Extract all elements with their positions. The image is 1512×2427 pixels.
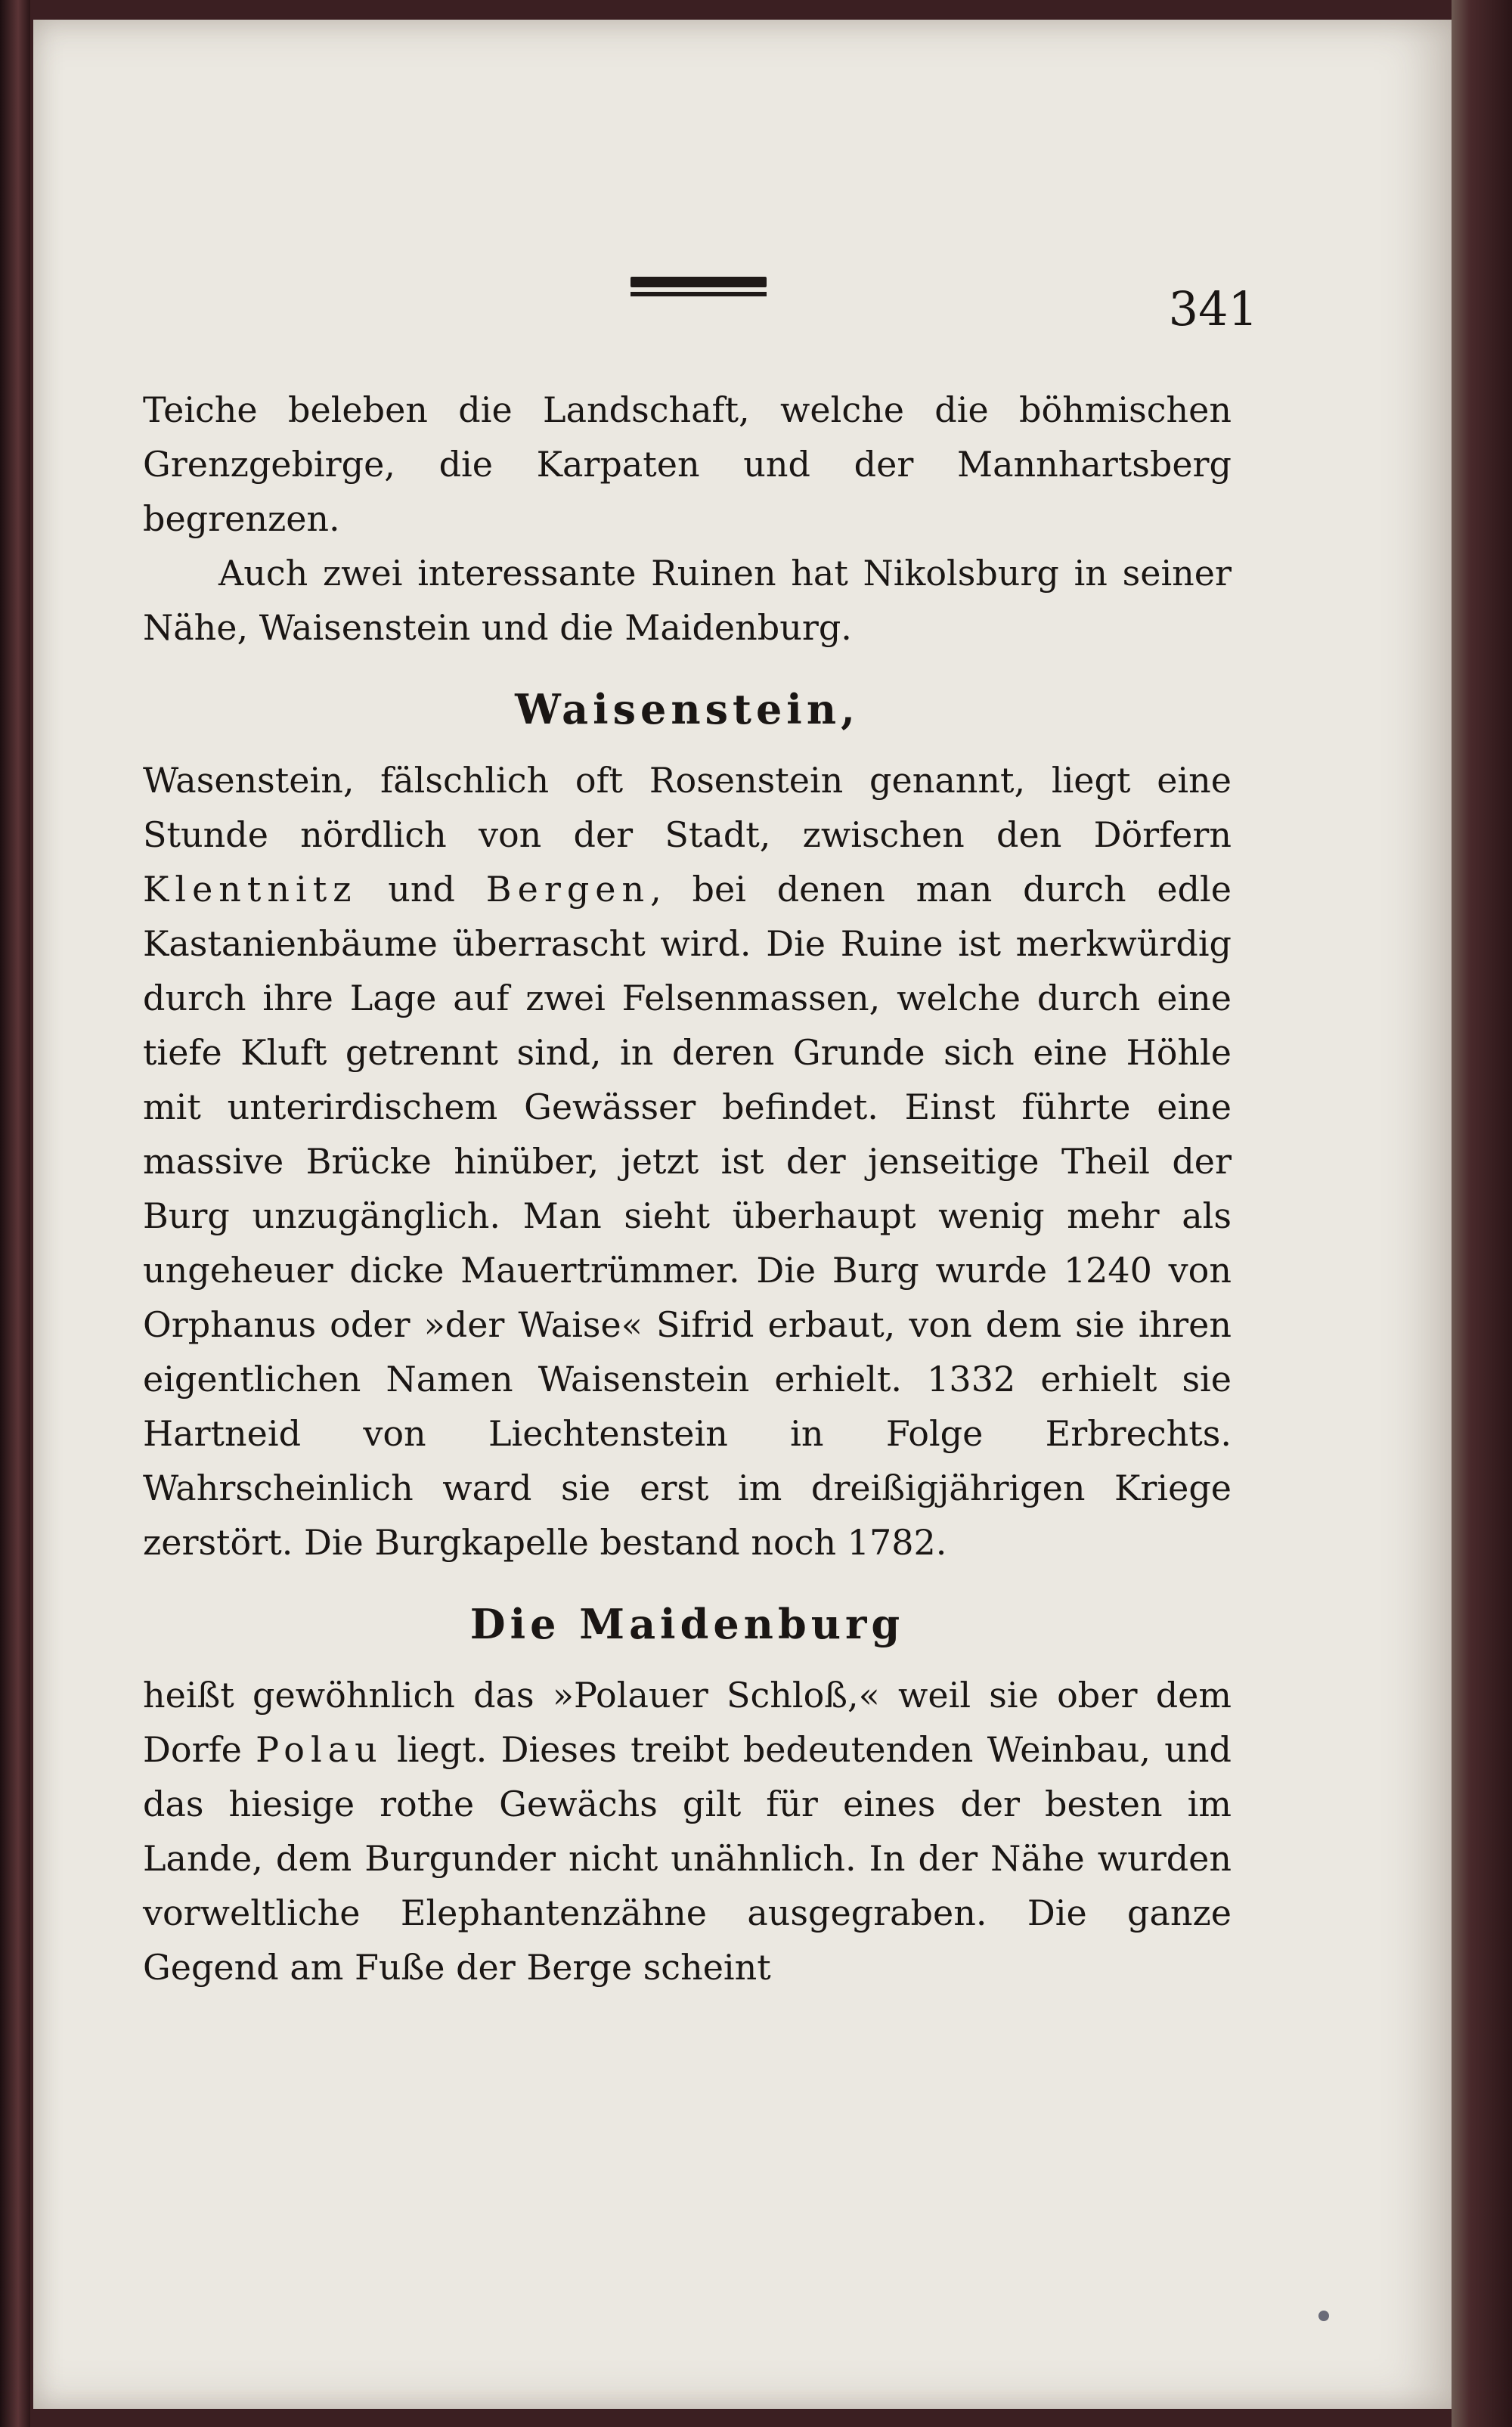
paragraph-text: heißt gewöhnlich das »Polauer Schloß,« weil sie ober dem Dorfe [143,1675,1232,1770]
section-paragraph-waisenstein [143,753,1232,1570]
place-name-klentnitz: Klentnitz [143,869,358,910]
book-edge-right [1452,0,1512,2427]
paragraph-text: Wasenstein, fälschlich oft Rosenstein genannt, liegt eine Stunde nördlich von der Stadt, zwischen den Dörfern [143,760,1232,855]
section-heading-waisenstein: Waisenstein, [515,685,860,733]
paragraph-text: , bei denen man durch edle Kastanienbäume überrascht wird. Die Ruine ist merkwürdig durch ihre Lage auf zwei Felsenmassen, welche durch eine tiefe Kluft getrennt sind, in deren Grunde sich eine Höhle mit unterirdischem Gewässer befindet. Einst führte eine massive Brücke hinüber, jetzt ist der jenseitige Theil der Burg unzugänglich. Man sieht überhaupt wenig mehr als ungeheuer dicke Mauertrümmer. Die Burg wurde 1240 von Orphanus oder »der Waise« Sifrid erbaut, von dem sie ihren eigentlichen Namen Waisenstein erhielt. 1332 erhielt sie Hartneid von Liechtenstein in Folge Erbrechts. Wahrscheinlich ward sie erst im dreißigjährigen Kriege zerstört. Die Burgkapelle bestand noch 1782. [143,869,1232,1563]
book-spine-left [0,0,30,2427]
ink-spot [1318,2311,1329,2321]
paragraph-text: liegt. Dieses treibt bedeutenden Weinbau, und das hiesige rothe Gewächs gilt für eines der besten im Lande, dem Burgunder nicht unähnlich. In der Nähe wurden vorweltliche Elephantenzähne ausgegraben. Die ganze Gegend am Fuße der Berge scheint [143,1729,1232,1988]
place-name-polau: Polau [256,1729,383,1770]
section-paragraph-maidenburg [143,1668,1232,1995]
intro-paragraph-2: Auch zwei interessante Ruinen hat Nikolsburg in seiner Nähe, Waisenstein und die Maidenburg. [143,553,1232,648]
intro-paragraph-1: Teiche beleben die Landschaft, welche die böhmischen Grenzgebirge, die Karpaten und der Mannhartsberg begrenzen. [143,389,1232,539]
paragraph-text: und [357,869,486,910]
place-name-bergen: Bergen [485,869,651,910]
page-number: 341 [1168,281,1258,336]
page-body [143,383,1232,1995]
book-page [33,20,1452,2409]
section-heading-maidenburg: Die Maidenburg [469,1600,905,1648]
header-rule [631,277,767,287]
